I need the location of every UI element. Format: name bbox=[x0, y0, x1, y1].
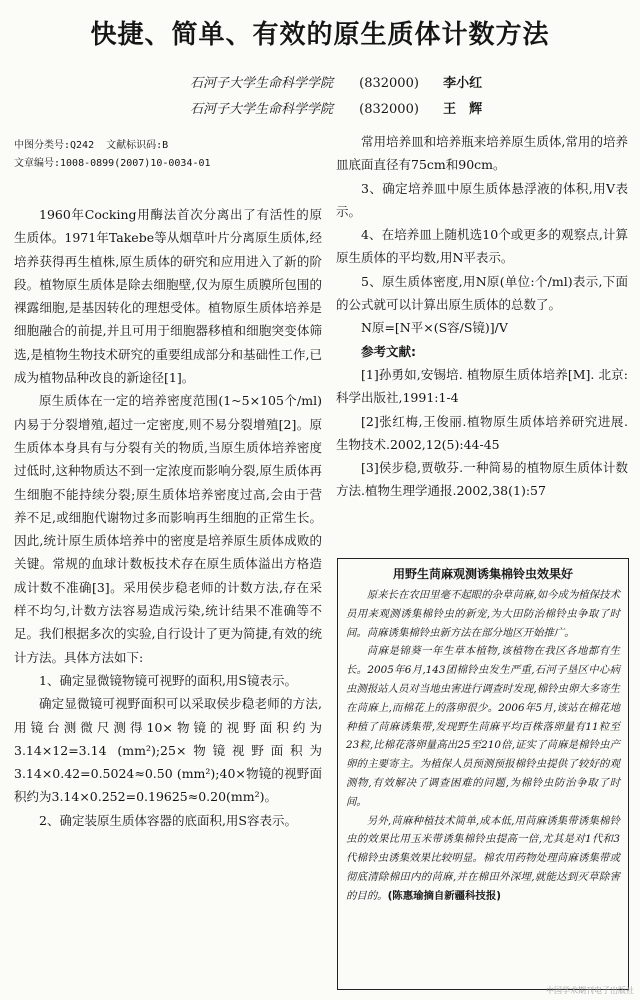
body-paragraph: 4、在培养皿上随机选10个或更多的观察点,计算原生质体的平均数,用N平表示。 bbox=[336, 227, 628, 266]
clc-number: 中图分类号:Q242 bbox=[14, 140, 95, 151]
author-affiliation: 石河子大学生命科学学院 bbox=[190, 76, 334, 91]
article-title: 快捷、简单、有效的原生质体计数方法 bbox=[90, 20, 550, 50]
sidebar-paragraph-text: 另外,苘麻种植技术简单,成本低,用苘麻诱集带诱集棉铃虫的效果比用玉米带诱集棉铃虫提高一倍,尤其是对1代和3代棉铃虫诱集效果比较明显。棉农用药物处理苘麻诱集带或彻底清除棉田内的苘麻,并在棉田外深埋,就能达到灭草除害的目的。 bbox=[346, 814, 620, 902]
sidebar-paragraph: 苘麻是锦葵一年生草本植物,该植物在我区各地都有生长。2005年6月,143团棉铃虫发生严重,石河子垦区中心病虫测报站人员对当地虫害进行调查时发现,棉铃虫卵大多寄生在苘麻上,而棉花上的落卵很少。2006年5月,该站在棉花地种植了苘麻诱集带,发现野生苘麻平均百株落卵量有11粒至23粒,比棉花落卵量高出25至210倍,证实了苘麻是棉铃虫产卵的主要寄主。为植保人员预测预报棉铃虫提供了较好的观测物,有效解决了调查困难的问题,为棉铃虫防治争取了时间。 bbox=[346, 645, 620, 808]
body-paragraph: 1、确定显微镜物镜可视野的面积,用S镜表示。 bbox=[39, 672, 297, 688]
author-line-1 bbox=[190, 72, 620, 91]
watermark: 中国学术期刊电子出版社 bbox=[546, 986, 634, 995]
author-line-2 bbox=[190, 98, 620, 117]
body-paragraph: 2、确定装原生质体容器的底面积,用S容表示。 bbox=[39, 812, 297, 828]
sidebar-news-box bbox=[337, 558, 629, 990]
author-postcode: (832000) bbox=[359, 76, 419, 91]
sidebar-paragraph: 原来长在农田里毫不起眼的杂草苘麻,如今成为植保技术员用来观测诱集棉铃虫的新宠,为大田防治棉铃虫争取了时间。苘麻诱集棉铃虫新方法在部分地区开始推广。 bbox=[346, 589, 620, 639]
body-paragraph: 常用培养皿和培养瓶来培养原生质体,常用的培养皿底面直径有75cm和90cm。 bbox=[336, 134, 628, 173]
classification-line bbox=[14, 136, 168, 151]
author-name: 王 辉 bbox=[443, 102, 483, 117]
reference-item: [2]张红梅,王俊丽.植物原生质体培养研究进展.生物技术.2002,12(5):44-45 bbox=[336, 413, 628, 452]
body-paragraph: 确定显微镜可视野面积可以采取侯步稳老师的方法,用镜台测微尺测得10×物镜的视野面积约为3.14×12=3.14 (mm²);25×物镜视野面积为3.14×0.42=0.5024≈0.50 (mm²);40×物镜的视野面积约为3.14×0.252=0.19625≈0.20(mm²)。 bbox=[14, 696, 322, 805]
sidebar-paragraph bbox=[346, 812, 620, 906]
body-paragraph: 1960年Cocking用酶法首次分离出了有活性的原生质体。1971年Takebe等从烟草叶片分离原生质体,经培养获得再生植株,原生质体的研究和应用进入了新的阶段。植物原生质体是除去细胞壁,仅为原生质膜所包围的裸露细胞,是基因转化的理想受体。植物原生质体培养是细胞融合的前提,并且可用于细胞器移植和细胞突变体筛选,是植物生物技术研究的重要组成部分和基础性工作,已成为植物品种改良的新途径[1]。 bbox=[14, 207, 322, 386]
body-paragraph: 5、原生质体密度,用N原(单位:个/ml)表示,下面的公式就可以计算出原生质体的总数了。 bbox=[336, 273, 628, 313]
left-column bbox=[14, 203, 322, 832]
sidebar-title: 用野生苘麻观测诱集棉铃虫效果好 bbox=[392, 567, 573, 581]
article-number: 文章编号:1008-0899(2007)10-0034-01 bbox=[14, 158, 211, 169]
body-paragraph: 3、确定培养皿中原生质体悬浮液的体积,用V表示。 bbox=[336, 180, 628, 219]
document-code: 文献标识码:B bbox=[106, 140, 169, 151]
sidebar-source: (陈惠瑜摘自新疆科技报) bbox=[387, 889, 501, 902]
right-column bbox=[336, 130, 628, 503]
reference-item: [1]孙勇如,安锡培. 植物原生质体培养[M]. 北京:科学出版社,1991:1-4 bbox=[336, 366, 628, 406]
author-name: 李小红 bbox=[443, 76, 483, 91]
reference-item: [3]侯步稳,贾敬芬.一种简易的植物原生质体计数方法.植物生理学通报.2002,38(1):57 bbox=[336, 460, 628, 499]
formula: N原=[N平×(S容/S镜)]/V bbox=[361, 320, 508, 336]
body-paragraph: 原生质体在一定的培养密度范围(1~5×105个/ml)内易于分裂增殖,超过一定密度,则不易分裂增殖[2]。原生质体本身具有与分裂有关的物质,当原生质体培养密度过低时,这种物质达不到一定浓度而影响分裂,原生质体再生细胞不能持续分裂;原生质体培养密度过高,会由于营养不足,或细胞代谢物过多而影响再生细胞的正常生长。因此,统计原生质体培养中的密度是培养原生质体成败的关键。常规的血球计数板技术存在原生质体溢出方格造成计数不准确[3]。采用侯步稳老师的计数方法,存在采样不均匀,计数方法容易造成污染,统计结果不准确等不足。我们根据多次的实验,自行设计了更为简捷,有效的统计方法。具体方法如下: bbox=[14, 393, 322, 665]
author-affiliation: 石河子大学生命科学学院 bbox=[190, 102, 334, 117]
author-postcode: (832000) bbox=[359, 102, 419, 117]
references-heading: 参考文献: bbox=[361, 343, 416, 359]
